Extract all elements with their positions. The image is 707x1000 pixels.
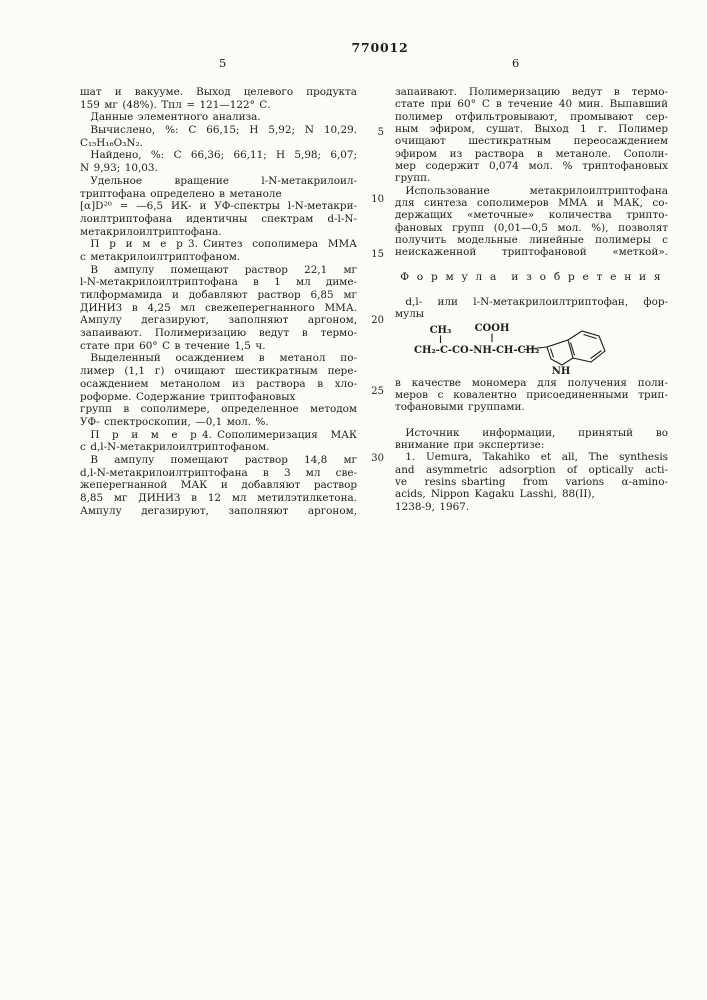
claims-heading: Ф о р м у л а и з о б р е т е н и я bbox=[400, 270, 663, 283]
text-line: Найдено, %: С 66,36; 66,11; Н 5,98; 6,07; bbox=[80, 149, 357, 162]
double-bond-inner bbox=[571, 342, 575, 355]
text-line: стате при 60° С в течение 1,5 ч. bbox=[80, 339, 266, 352]
text-line: d,l- или l-N-метакрилоилтриптофан, фор- bbox=[395, 295, 668, 308]
text-line: осаждением метанолом из раствора в хло- bbox=[80, 377, 357, 390]
text-line: с метакрилоилтриптофаном. bbox=[80, 250, 241, 263]
text-line: Выделенный осаждением в метанол по- bbox=[80, 352, 357, 365]
text-line: запаивают. Полимеризацию ведут в термо- bbox=[395, 86, 668, 98]
text-line: l-N-метакрилоилтриптофана в 1 мл диме- bbox=[80, 276, 357, 289]
methyl-label: CH₃ bbox=[429, 324, 452, 336]
amine-label: NH bbox=[551, 365, 571, 376]
text-line: стате при 60° С в течение 40 мин. Выпавший bbox=[395, 98, 668, 111]
text-line: фановых групп (0,01—0,5 мол. %), позволят bbox=[395, 221, 668, 234]
text-line: [α]D²⁰ = —6,5 ИК- и УФ-спектры l-N-метакри- bbox=[80, 200, 357, 213]
text-line: внимание при экспертизе: bbox=[395, 438, 545, 451]
right-column-part1 bbox=[395, 86, 668, 259]
text-line: тилформамида и добавляют раствор 6,85 мг bbox=[80, 289, 357, 301]
gutter-line-number: 10 bbox=[371, 194, 384, 205]
text-line: Использование метакрилоилтриптофана bbox=[395, 184, 668, 197]
chain-label: CH₂-C-CO-NH-CH-CH₂ bbox=[414, 344, 540, 356]
text-line: держащих «меточные» количества трипто- bbox=[395, 209, 668, 222]
gutter-line-number: 25 bbox=[371, 386, 384, 397]
text-line: лимер (1,1 г) очищают шестикратным пере- bbox=[80, 365, 357, 378]
text-line: 1238-9, 1967. bbox=[395, 500, 470, 513]
text-line: УФ- спектроскопии, —0,1 мол. %. bbox=[80, 415, 269, 428]
text-line: лоилтриптофана идентичны спектрам d-l-N- bbox=[80, 212, 357, 225]
text-line: метакрилоилтриптофана. bbox=[80, 225, 222, 238]
text-line: неискаженной триптофановой «меткой». bbox=[395, 246, 668, 259]
text-line: в качестве мономера для получения поли- bbox=[395, 376, 668, 389]
text-line: запаивают. Полимеризацию ведут в термо- bbox=[80, 327, 357, 340]
text-line: мер содержит 0,074 мол. % триптофановых bbox=[395, 160, 668, 173]
gutter-line-number: 15 bbox=[371, 249, 384, 260]
text-line: C₁₅H₁₆O₃N₂. bbox=[80, 136, 143, 149]
text-line: Вычислено, %: С 66,15; Н 5,92; N 10,29. bbox=[80, 124, 357, 137]
text-line: ным эфиром, сушат. Выход 1 г. Полимер bbox=[395, 123, 668, 136]
chemical-structure-formula bbox=[411, 322, 651, 376]
text-line: меров с ковалентно присоединенными трип- bbox=[395, 388, 668, 401]
text-line: Ампулу дегазируют, заполняют аргоном, bbox=[80, 314, 357, 327]
text-line: полимер отфильтровывают, промывают сер- bbox=[395, 110, 668, 123]
text-line: Данные элементного анализа. bbox=[80, 111, 261, 124]
text-line: групп. bbox=[395, 172, 431, 185]
right-column-part2 bbox=[395, 296, 668, 321]
text-line: ve resins sbarting from varions α-amino- bbox=[395, 475, 668, 488]
text-line: and asymmetric adsorption of optically acti- bbox=[395, 463, 668, 476]
text-line: 8,85 мг ДИНИЗ в 12 мл метилэтилкетона. bbox=[80, 492, 357, 504]
text-line: ДИНИЗ в 4,25 мл свежеперегнанного ММА. bbox=[80, 301, 357, 314]
text-line: 1. Uemura, Takahiko et all, The synthesis bbox=[395, 451, 668, 464]
text-line: с d,l-N-метакрилоилтриптофаном. bbox=[80, 441, 270, 454]
text-line: для синтеза сополимеров ММА и МАК, со- bbox=[395, 197, 668, 210]
patent-number: 770012 bbox=[351, 40, 409, 55]
text-line: 159 мг (48%). Тпл = 121—122° С. bbox=[80, 98, 271, 111]
pyrrole-ring bbox=[547, 340, 573, 365]
right-column-part3 bbox=[395, 377, 668, 414]
gutter-line-number: 20 bbox=[371, 315, 384, 326]
references-section bbox=[395, 427, 668, 513]
gutter-line-number: 30 bbox=[371, 453, 384, 464]
text-line: групп в сополимере, определенное методом bbox=[80, 403, 357, 416]
text-line: триптофана определено в метаноле bbox=[80, 187, 282, 200]
text-line: П р и м е р 4. Сополимеризация МАК bbox=[80, 428, 357, 441]
carboxyl-label: COOH bbox=[474, 322, 510, 334]
text-line: эфиром из раствора в метаноле. Сополи- bbox=[395, 147, 668, 160]
text-line: роформе. Содержание триптофановых bbox=[80, 390, 296, 403]
column-number-right: 6 bbox=[512, 56, 520, 70]
text-line: Ампулу дегазируют, заполняют аргоном, bbox=[80, 504, 357, 517]
text-line: очищают шестикратным переосаждением bbox=[395, 135, 668, 148]
double-bond-inner bbox=[551, 348, 554, 357]
text-line: П р и м е р 3. Синтез сополимера ММА bbox=[80, 238, 357, 251]
text-line: шат и вакууме. Выход целевого продукта bbox=[80, 86, 357, 98]
text-line: В ампулу помещают раствор 22,1 мг bbox=[80, 263, 357, 276]
text-line: В ампулу помещают раствор 14,8 мг bbox=[80, 453, 357, 466]
text-line: тофановыми группами. bbox=[395, 401, 525, 414]
text-line: Источник информации, принятый во bbox=[395, 426, 668, 439]
text-line: получить модельные линейные полимеры с bbox=[395, 234, 668, 247]
right-text-column bbox=[395, 86, 668, 513]
text-line: acids, Nippon Kagaku Lasshi, 88(II), bbox=[395, 488, 595, 501]
text-line: d,l-N-метакрилоилтриптофана в 3 мл све- bbox=[80, 466, 357, 479]
gutter-line-number: 5 bbox=[377, 127, 384, 138]
text-line: жеперегнанной МАК и добавляют раствор bbox=[80, 479, 357, 492]
column-number-left: 5 bbox=[219, 56, 227, 70]
text-line: Удельное вращение l-N-метакрилоил- bbox=[80, 174, 357, 187]
text-line: N 9,93; 10,03. bbox=[80, 162, 158, 175]
text-line: мулы bbox=[395, 308, 425, 321]
left-text-column bbox=[80, 86, 357, 517]
